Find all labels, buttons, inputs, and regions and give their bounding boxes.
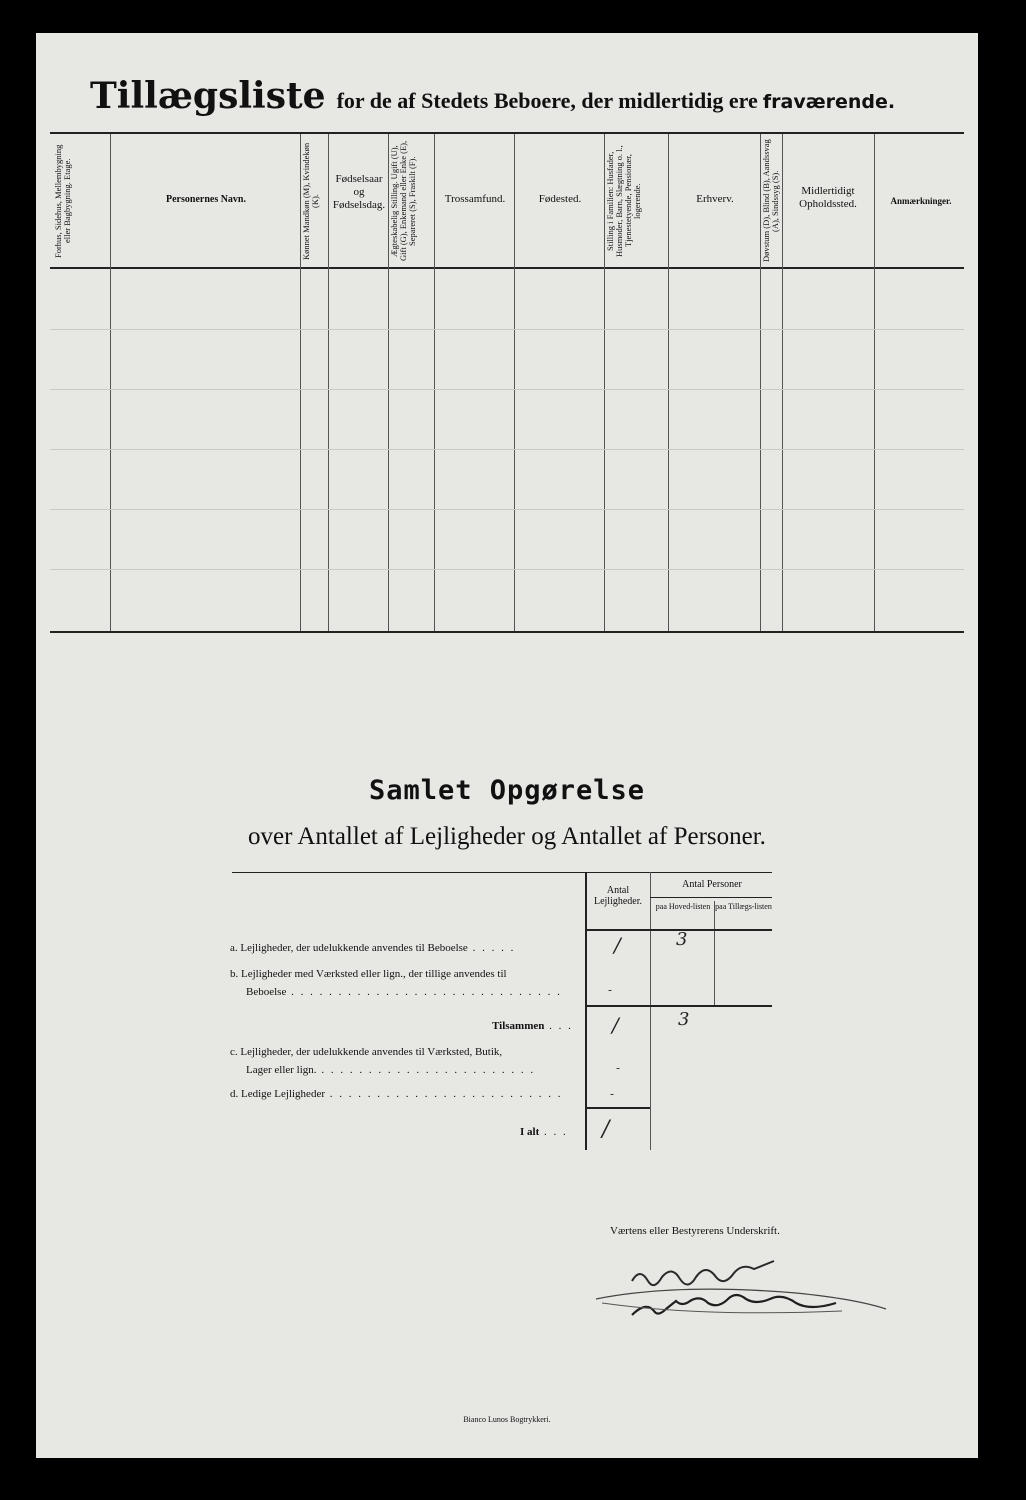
summary-divider	[650, 872, 651, 1150]
summary-top-rule	[232, 872, 772, 873]
summary-row-d: d. Ledige Lejligheder . . . . . . . . . . . . . . . . . . . . . . . . .	[230, 1088, 563, 1100]
summary-row-a: a. Lejligheder, der udelukkende anvendes til Beboelse . . . . .	[230, 942, 516, 954]
col-divider	[874, 134, 875, 631]
col-header-family-position: Stilling i Familien: Husfader, Husmoder, Barn, Slægtning o. l., Tjenestetyende, Pensionær, logerende.	[605, 145, 642, 257]
col-header-religion: Trossamfund.	[444, 193, 506, 205]
summary-col-tillaeg: paa Tillægs-listen	[715, 902, 772, 911]
summary-rule	[650, 897, 772, 898]
signature-label: Værtens eller Bestyrerens Underskrift.	[610, 1225, 780, 1237]
col-divider	[514, 134, 515, 631]
title-emph: fraværende.	[762, 91, 896, 113]
summary-divider	[714, 901, 715, 1005]
summary-row-c: c. Lejligheder, der udelukkende anvendes til Værksted, Butik, Lager eller lign. . . . . . . . . . . . . . . . . . . . . . . .	[230, 1046, 536, 1076]
summary-row-b-label: b. Lejligheder med Værksted eller lign., der tillige anvendes til	[230, 968, 507, 980]
col-divider	[328, 134, 329, 631]
col-divider	[760, 134, 761, 631]
value-ialt-lejligheder: /	[602, 1117, 610, 1142]
summary-row-d-label: d. Ledige Lejligheder	[230, 1088, 325, 1100]
value-d-lejligheder: -	[610, 1087, 615, 1101]
col-divider	[782, 134, 783, 631]
title-rest: for de af Stedets Beboere, der midlertidig ere	[336, 88, 758, 113]
col-header-occupation: Erhverv.	[696, 193, 734, 205]
summary-row-ialt: I alt . . .	[520, 1126, 568, 1138]
value-tilsammen-hoved: 3	[678, 1009, 690, 1030]
printer-imprint: Bianco Lunos Bogtrykkeri.	[463, 1415, 551, 1424]
header-rule	[50, 267, 964, 269]
top-rule	[50, 132, 964, 134]
table-row	[50, 509, 964, 510]
col-header-disability: Døvstum (D), Blind (B), Aandssvag (A), Sindssyg (S).	[761, 139, 780, 263]
summary-col-hoved: paa Hoved-listen	[655, 902, 711, 911]
summary-row-c-label: c. Lejligheder, der udelukkende anvendes til Værksted, Butik,	[230, 1046, 503, 1058]
summary-row-tilsammen: Tilsammen . . .	[492, 1020, 573, 1032]
summary-title: Samlet Opgørelse	[368, 775, 646, 806]
value-tilsammen-lejligheder: /	[612, 1013, 619, 1037]
summary-col-lejligheder: Antal Lejligheder.	[593, 885, 643, 907]
summary-row-a-label: a. Lejligheder, der udelukkende anvendes til Beboelse	[230, 942, 468, 954]
table-row	[50, 389, 964, 390]
summary-row-b-label-2: Beboelse	[246, 986, 287, 998]
summary-rule	[585, 1005, 772, 1007]
form-title	[90, 75, 895, 117]
summary-row-b: b. Lejligheder med Værksted eller lign., der tillige anvendes til Beboelse . . . . . . . . . . . . . . . . . . . . . . . . . . . . .	[230, 968, 562, 998]
census-form-sheet	[36, 33, 978, 1458]
table-row	[50, 569, 964, 570]
col-header-temp-residence: Midlertidigt Opholdssted.	[799, 185, 857, 210]
summary-row-tilsammen-label: Tilsammen	[492, 1020, 545, 1032]
col-divider	[604, 134, 605, 631]
value-a-lejligheder: /	[614, 933, 621, 957]
col-divider	[110, 134, 111, 631]
summary-subtitle: over Antallet af Lejligheder og Antallet af Personer.	[248, 823, 766, 850]
col-header-building: Forhus, Sidehus, Mellembygning eller Bagbygning. Etage.	[53, 144, 72, 258]
value-c-lejligheder: -	[616, 1061, 621, 1075]
table-row	[50, 329, 964, 330]
col-header-birth: Fødselsaar og Fødselsdag.	[332, 173, 386, 211]
value-a-hoved: 3	[676, 929, 688, 950]
col-header-birthplace: Fødested.	[538, 193, 582, 205]
value-b-lejligheder: -	[608, 983, 613, 997]
handwritten-signature	[592, 1251, 892, 1331]
col-divider	[434, 134, 435, 631]
col-header-remarks: Anmærkninger.	[890, 196, 952, 206]
table-row	[50, 449, 964, 450]
col-divider	[388, 134, 389, 631]
summary-rule	[585, 1107, 650, 1109]
col-header-sex: Kønnet Mandkøn (M), Kvindekøn (K).	[301, 142, 320, 260]
summary-col-personer: Antal Personer	[682, 879, 742, 890]
title-main: Tillægsliste	[90, 75, 326, 117]
summary-row-ialt-label: I alt	[520, 1126, 540, 1138]
summary-row-c-label-2: Lager eller lign.	[246, 1064, 317, 1076]
table-bottom-rule	[50, 631, 964, 633]
col-divider	[668, 134, 669, 631]
col-header-name: Personernes Navn.	[166, 194, 246, 205]
col-divider	[300, 134, 301, 631]
col-header-marital: Ægteskabelig Stilling. Ugift (U), Gift (G), Enkemand eller Enke (E), Separeret (S), Fraskilt (F).	[389, 140, 417, 262]
